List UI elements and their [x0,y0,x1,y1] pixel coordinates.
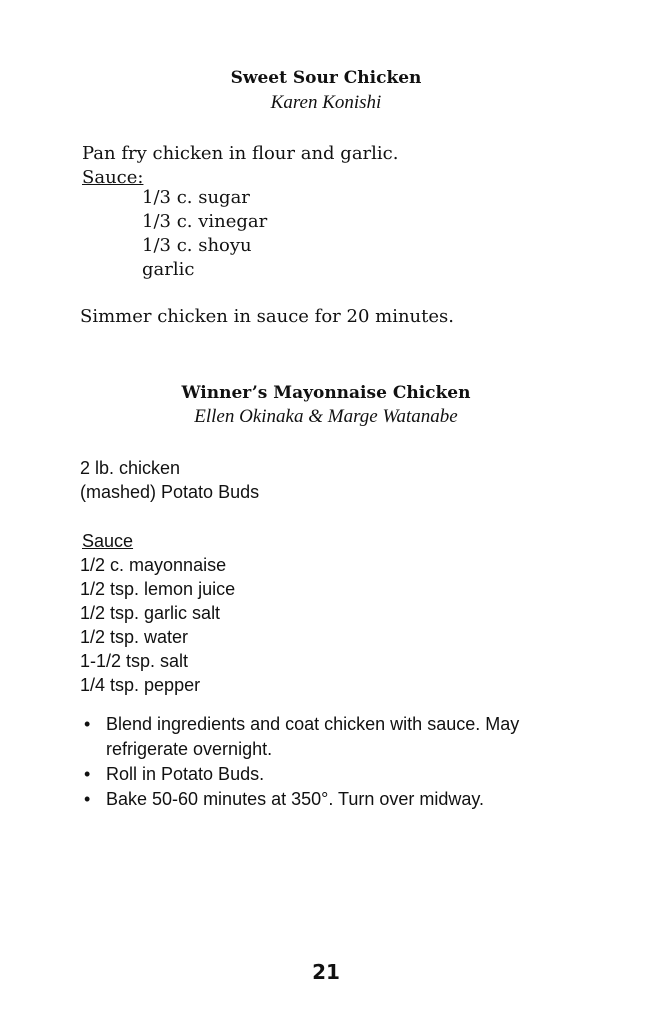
recipe1-step: Pan fry chicken in flour and garlic. [82,143,399,164]
recipe2-sauce-item: 1/2 tsp. water [80,627,189,647]
recipe2-author: Ellen Okinaka & Marge Watanabe [194,406,458,427]
recipe1-author: Karen Konishi [270,92,382,113]
recipe1-sauce-item: garlic [142,259,195,280]
recipe1-sauce-item: 1/3 c. sugar [142,187,250,208]
recipe2-step: • Bake 50-60 minutes at 350°. Turn over midway. [80,787,540,812]
recipe2-sauce-label: Sauce [82,531,134,551]
recipe2-sauce-item: 1/2 tsp. garlic salt [80,603,221,623]
recipe2-ingredient: (mashed) Potato Buds [80,482,260,502]
recipe2-sauce-item: 1/4 tsp. pepper [80,675,201,695]
recipe2-sauce-item: 1-1/2 tsp. salt [80,651,189,671]
recipe1-sauce-label: Sauce: [82,167,144,188]
recipe1-title: Sweet Sour Chicken [230,68,422,88]
recipe2-step: • Roll in Potato Buds. [80,762,540,787]
recipe1-sauce-item: 1/3 c. vinegar [142,211,268,232]
recipe2-sauce-item: 1/2 c. mayonnaise [80,555,227,575]
recipe1-final-step: Simmer chicken in sauce for 20 minutes. [80,306,454,327]
recipe2-sauce-item: 1/2 tsp. lemon juice [80,579,236,599]
recipe2-step: • Blend ingredients and coat chicken with sauce. May refrigerate overnight. [80,712,540,762]
recipe2-title: Winner’s Mayonnaise Chicken [181,383,471,403]
recipe2-steps-list [80,712,540,812]
page-number: 21 [312,960,340,984]
recipe1-sauce-item: 1/3 c. shoyu [142,235,252,256]
recipe2-ingredient: 2 lb. chicken [80,458,181,478]
